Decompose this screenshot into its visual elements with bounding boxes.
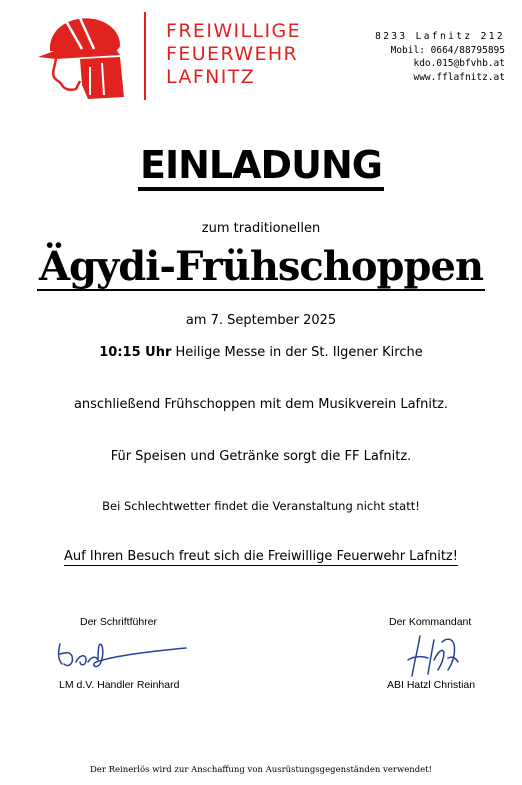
event-name bbox=[0, 243, 522, 291]
event-date: am 7. September 2025 bbox=[185, 313, 337, 328]
org-line: FREIWILLIGE bbox=[166, 20, 302, 42]
event-name-text: Ägydi-Frühschoppen bbox=[38, 243, 484, 290]
secretary-role: Der Schriftführer bbox=[80, 616, 158, 628]
contact-address: 8233 Lafnitz 212 bbox=[375, 31, 505, 42]
contact-email: kdo.015@bfvhb.at bbox=[413, 58, 505, 69]
page-title-text: EINLADUNG bbox=[138, 145, 384, 191]
music-line: anschließend Frühschoppen mit dem Musikverein Lafnitz. bbox=[73, 397, 449, 412]
commander-role: Der Kommandant bbox=[389, 616, 472, 628]
contact-mobile: Mobil: 0664/88795895 bbox=[390, 44, 505, 56]
organization-name bbox=[166, 20, 301, 89]
closing-line bbox=[0, 549, 522, 564]
org-line: FEUERWEHR bbox=[166, 43, 299, 65]
food-line: Für Speisen und Getränke sorgt die FF Lafnitz. bbox=[110, 449, 412, 464]
weather-note: Bei Schlechtwetter findet die Veranstaltung nicht statt! bbox=[102, 499, 420, 513]
org-line: LAFNITZ bbox=[166, 66, 256, 88]
page-title bbox=[0, 142, 522, 191]
firefighter-helmet-icon bbox=[36, 11, 124, 101]
contact-block bbox=[375, 30, 505, 84]
secretary-name: LM d.V. Handler Reinhard bbox=[59, 679, 180, 691]
footer-note: Der Reinerlös wird zur Anschaffung von Ausrüstungsgegenständen verwendet! bbox=[89, 765, 433, 775]
commander-signature bbox=[398, 630, 466, 680]
secretary-signature bbox=[54, 634, 190, 674]
mass-time: 10:15 Uhr bbox=[99, 345, 172, 360]
commander-name: ABI Hatzl Christian bbox=[387, 679, 476, 691]
mass-text: Heilige Messe in der St. Ilgener Kirche bbox=[171, 345, 423, 360]
subtitle: zum traditionellen bbox=[201, 221, 321, 236]
closing-line-text: Auf Ihren Besuch freut sich die Freiwillige Feuerwehr Lafnitz! bbox=[64, 549, 458, 564]
contact-website: www.fflafnitz.at bbox=[413, 71, 505, 83]
header-divider bbox=[144, 12, 146, 100]
mass-line bbox=[0, 345, 522, 360]
